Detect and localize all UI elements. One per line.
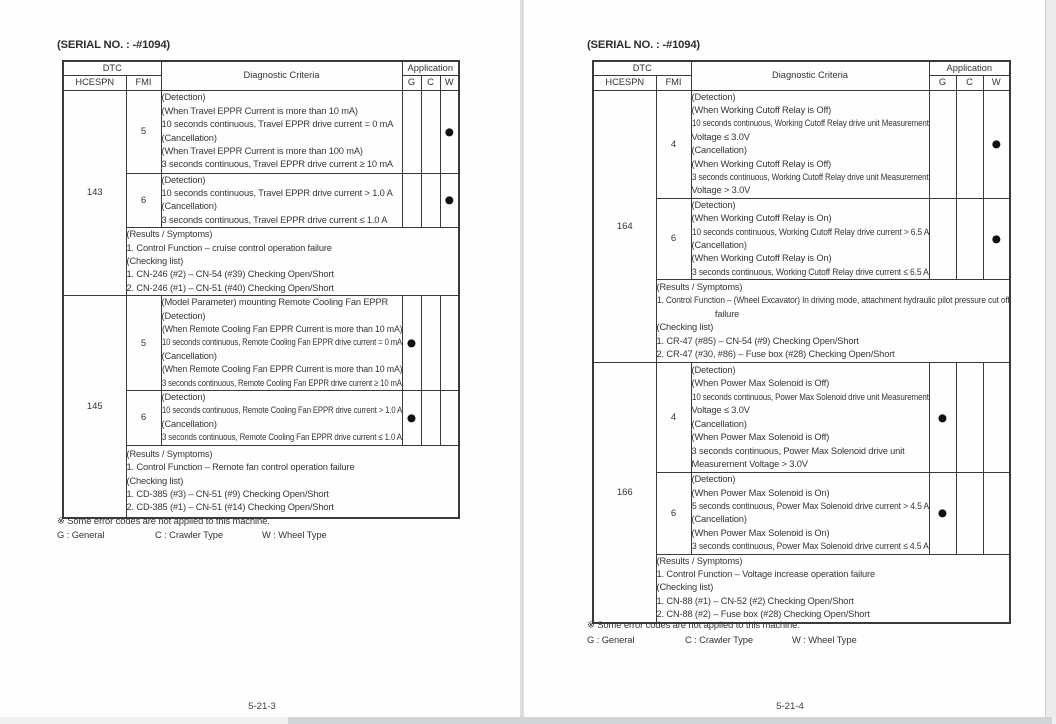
fmi-cell: 5 [126,296,161,391]
fmi-cell: 4 [656,363,691,473]
text-line: (Cancellation) [161,201,217,212]
app-g-cell [402,173,421,228]
results-lines [127,448,459,515]
text-line: (When Working Cutoff Relay is On) [691,213,832,224]
results-cell [126,228,459,296]
text-line: Voltage ≤ 3.0V [691,131,750,142]
fmi-cell: 6 [126,173,161,228]
text-line: 10 seconds continuous, Working Cutoff Relay drive current > 6.5 A [691,226,929,237]
text-line: (Checking list) [126,255,184,266]
text-line: (Results / Symptoms) [656,555,743,566]
horizontal-scrollbar-thumb[interactable] [288,717,1052,724]
dtc-row [63,90,459,173]
criteria-cell [161,391,402,446]
legend-crawler: C : Crawler Type [685,634,754,645]
text-line: (Checking list) [656,582,714,593]
text-line: 1. CD-385 (#3) – CN-51 (#9) Checking Open/Short [126,489,329,500]
text-line: (Results / Symptoms) [656,281,743,292]
text-line: (Cancellation) [161,132,217,143]
app-w-cell [440,391,459,446]
criteria-lines [692,199,929,279]
horizontal-scrollbar-track[interactable] [0,717,1056,724]
app-c-cell [956,363,983,473]
text-line: 3 seconds continuous, Remote Cooling Fan EPPR drive current ≤ 1.0 A [161,432,402,443]
app-w-cell: ● [440,90,459,173]
criteria-cell [691,198,929,279]
col-header-hcespn: HCESPN [63,75,126,90]
hcespn-cell: 145 [63,296,126,518]
legend-general: G : General [587,634,635,645]
text-line: (Detection) [691,474,736,485]
dtc-row [593,363,1010,473]
dtc-row [63,296,459,391]
text-line: failure [656,308,740,319]
text-line: (When Power Max Solenoid is On) [691,487,830,498]
text-line: 1. CN-88 (#1) – CN-52 (#2) Checking Open/Short [656,595,854,606]
criteria-cell [161,90,402,173]
page-number-right: 5-21-4 [776,701,804,712]
text-line: (Cancellation) [691,514,747,525]
app-g-cell: ● [929,363,956,473]
criteria-lines [692,364,929,471]
text-line: (Results / Symptoms) [126,448,213,459]
col-header-application: Application [402,61,459,75]
text-line: (When Remote Cooling Fan EPPR Current is more than 10 mA) [161,364,402,375]
criteria-cell [691,363,929,473]
criteria-lines [692,91,929,198]
legend-crawler: C : Crawler Type [155,529,224,540]
criteria-lines [162,391,402,445]
text-line: (Detection) [161,392,206,402]
text-line: (Detection) [161,92,206,103]
app-w-cell [440,296,459,391]
text-line: 10 seconds continuous, Power Max Solenoid drive unit Measurement [691,391,929,402]
results-row [593,280,1010,363]
col-header-criteria: Diagnostic Criteria [691,61,929,90]
hcespn-cell: 166 [593,363,656,623]
text-line: (Detection) [161,174,206,185]
app-g-cell [929,90,956,198]
app-g-cell [402,90,421,173]
serial-header: (SERIAL NO. : -#1094) [587,39,700,51]
results-cell [656,280,1010,363]
text-line: Measurement Voltage > 3.0V [691,458,808,469]
text-line: 5 seconds continuous, Power Max Solenoid drive current > 4.5 A [691,501,929,511]
dtc-table-left [62,60,460,519]
text-line: 2. CN-246 (#1) – CN-51 (#40) Checking Open/Short [126,282,334,293]
text-line: 3 seconds continuous, Travel EPPR drive current ≤ 1.0 A [161,214,388,225]
text-line: (When Remote Cooling Fan EPPR Current is more than 10 mA) [161,323,402,334]
text-line: 10 seconds continuous, Travel EPPR drive current > 1.0 A [161,187,393,198]
serial-header: (SERIAL NO. : -#1094) [57,39,170,51]
col-header-fmi: FMI [656,75,691,90]
fmi-cell: 6 [126,391,161,446]
text-line: 1. Control Function – cruise control operation failure [126,242,332,253]
col-header-c: C [421,75,440,90]
text-line: (Detection) [161,310,206,321]
text-line: (Cancellation) [161,350,217,361]
text-line: 10 seconds continuous, Remote Cooling Fan EPPR drive current > 1.0 A [161,405,402,416]
app-g-cell [929,198,956,279]
criteria-lines [162,174,402,228]
hcespn-cell: 143 [63,90,126,296]
app-g-cell: ● [929,473,956,554]
text-line: (Detection) [691,199,736,210]
app-g-cell: ● [402,391,421,446]
app-c-cell [421,391,440,446]
col-header-c: C [956,75,983,90]
app-w-cell [983,363,1010,473]
dtc-table-right-wrap [592,60,1011,624]
text-line: (When Power Max Solenoid is Off) [691,378,830,389]
text-line: (When Power Max Solenoid is Off) [691,432,830,443]
results-cell [126,445,459,518]
vertical-scrollbar-track[interactable] [1045,0,1056,724]
text-line: 1. Control Function – Voltage increase operation failure [656,569,875,580]
app-c-cell [421,173,440,228]
legend-wheel: W : Wheel Type [262,529,327,540]
text-line: (Model Parameter) mounting Remote Cooling Fan EPPR [161,297,389,308]
criteria-cell [161,296,402,391]
col-header-dtc: DTC [593,61,691,75]
text-line: 1. Control Function – Remote fan control operation failure [126,462,355,473]
col-header-dtc: DTC [63,61,161,75]
text-line: 1. CN-246 (#2) – CN-54 (#39) Checking Open/Short [126,269,334,280]
col-header-hcespn: HCESPN [593,75,656,90]
app-w-cell: ● [983,90,1010,198]
app-c-cell [421,90,440,173]
col-header-application: Application [929,61,1010,75]
text-line: 3 seconds continuous, Remote Cooling Fan EPPR drive current ≥ 10 mA [161,377,402,388]
legend-wheel: W : Wheel Type [792,634,857,645]
hcespn-cell: 164 [593,90,656,363]
text-line: (Cancellation) [691,418,747,429]
text-line: (Cancellation) [691,239,747,250]
app-g-cell: ● [402,296,421,391]
results-cell [656,554,1010,623]
criteria-lines [162,91,402,171]
results-row [593,554,1010,623]
text-line: (When Working Cutoff Relay is Off) [691,104,832,115]
header-row-1 [63,61,459,75]
text-line: (When Power Max Solenoid is On) [691,527,830,538]
app-c-cell [956,90,983,198]
app-w-cell: ● [440,173,459,228]
text-line: 10 seconds continuous, Working Cutoff Relay drive unit Measurement [691,118,929,129]
text-line: 2. CR-47 (#30, #86) – Fuse box (#28) Checking Open/Short [656,349,895,359]
criteria-lines [162,296,402,390]
criteria-lines [692,473,929,553]
app-c-cell [956,473,983,554]
text-line: 1. Control Function – (Wheel Excavator) In driving mode, attachment hydraulic pilot pressure cut off [656,295,1010,306]
dtc-table-left-wrap [62,60,460,519]
results-lines [657,281,1010,361]
text-line: 3 seconds continuous, Travel EPPR drive current ≥ 10 mA [161,159,393,170]
text-line: (Cancellation) [691,145,747,156]
dtc-row [593,473,1010,554]
footnote: ※ Some error codes are not applied to this machine. [587,619,800,630]
text-line: 1. CR-47 (#85) – CN-54 (#9) Checking Open/Short [656,335,859,346]
text-line: (Cancellation) [161,418,217,429]
text-line: 2. CN-88 (#2) – Fuse box (#28) Checking Open/Short [656,609,870,620]
text-line: (When Working Cutoff Relay is On) [691,253,832,264]
dtc-table-right [592,60,1011,624]
footnote: ※ Some error codes are not applied to this machine. [57,515,270,526]
text-line: 3 seconds continuous, Power Max Solenoid drive unit [691,445,905,456]
text-line: 3 seconds continuous, Power Max Solenoid drive current ≤ 4.5 A [691,541,929,552]
col-header-fmi: FMI [126,75,161,90]
text-line: 2. CD-385 (#1) – CN-51 (#14) Checking Open/Short [126,502,334,513]
legend-general: G : General [57,529,105,540]
fmi-cell: 6 [656,473,691,554]
fmi-cell: 4 [656,90,691,198]
page-number-left: 5-21-3 [248,701,276,712]
col-header-w: W [440,75,459,90]
text-line: (Detection) [691,91,736,102]
col-header-g: G [929,75,956,90]
app-c-cell [956,198,983,279]
dtc-row [593,90,1010,198]
col-header-criteria: Diagnostic Criteria [161,61,402,90]
text-line: Voltage > 3.0V [691,185,751,196]
text-line: (When Working Cutoff Relay is Off) [691,158,832,169]
page-left [0,0,520,717]
header-row-1 [593,61,1010,75]
fmi-cell: 6 [656,198,691,279]
page-right [524,0,1045,717]
text-line: (Results / Symptoms) [126,229,213,240]
results-lines [127,228,459,295]
app-w-cell [983,473,1010,554]
text-line: 3 seconds continuous, Working Cutoff Relay drive unit Measurement [691,171,929,182]
text-line: (Checking list) [126,475,184,486]
text-line: 3 seconds continuous, Working Cutoff Relay drive current ≤ 6.5 A [691,266,929,277]
text-line: (When Travel EPPR Current is more than 100 mA) [161,145,363,156]
criteria-cell [691,473,929,554]
col-header-w: W [983,75,1010,90]
text-line: (Detection) [691,365,736,376]
dtc-row [593,198,1010,279]
text-line: 10 seconds continuous, Travel EPPR drive current = 0 mA [161,119,394,130]
text-line: (When Travel EPPR Current is more than 10 mA) [161,105,358,116]
text-line: 10 seconds continuous, Remote Cooling Fan EPPR drive current = 0 mA [161,337,402,348]
fmi-cell: 5 [126,90,161,173]
criteria-cell [691,90,929,198]
col-header-g: G [402,75,421,90]
app-w-cell: ● [983,198,1010,279]
criteria-cell [161,173,402,228]
results-lines [657,555,1010,622]
app-c-cell [421,296,440,391]
text-line: (Checking list) [656,322,714,333]
text-line: Voltage ≤ 3.0V [691,405,750,416]
